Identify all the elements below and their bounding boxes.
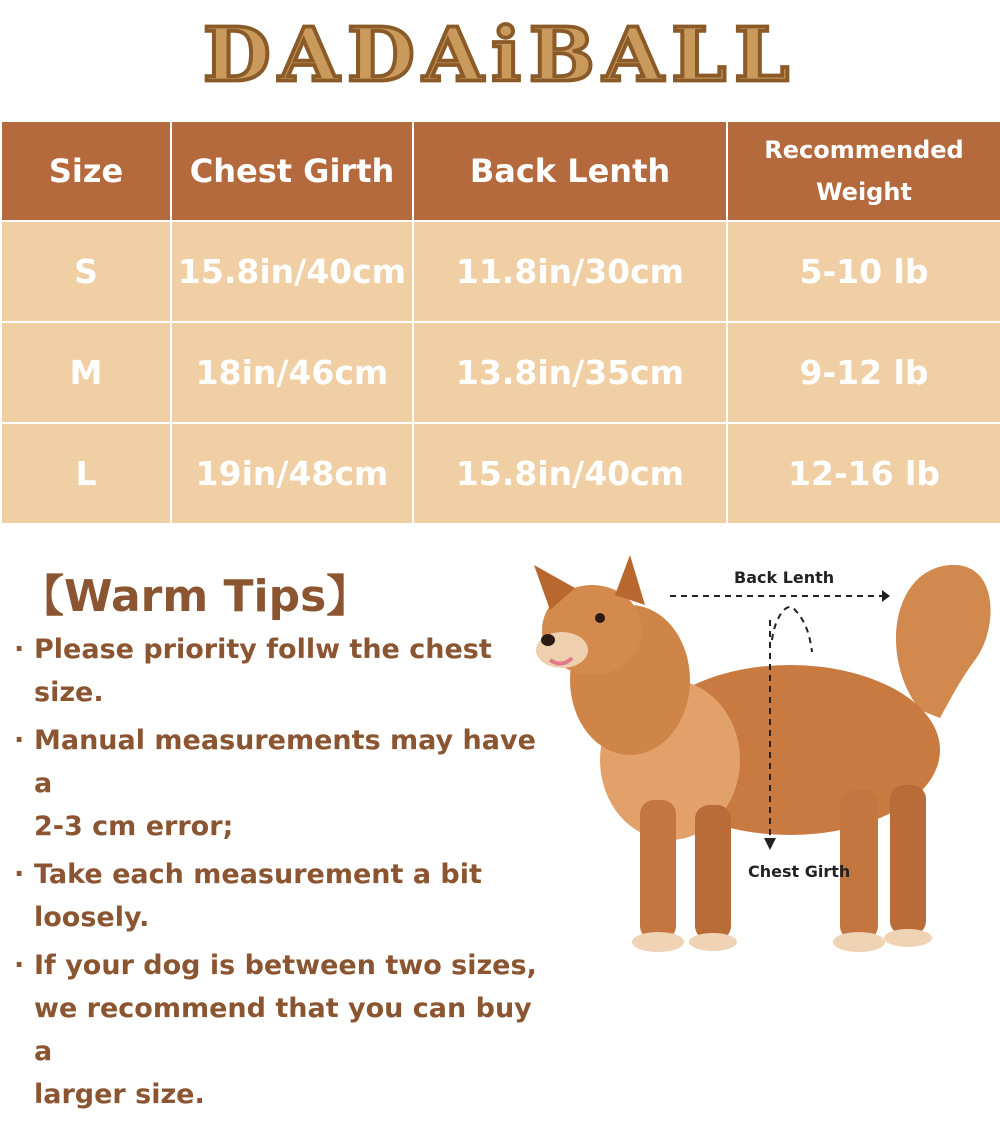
cell-chest-girth: 15.8in/40cm	[171, 221, 413, 322]
bullet-icon: ·	[14, 859, 25, 890]
arrow-head-icon	[764, 838, 776, 850]
dog-paw	[632, 932, 684, 952]
chest-girth-curve	[772, 607, 812, 652]
table-row	[1, 322, 1000, 423]
dog-leg	[640, 800, 676, 940]
cell-chest-girth: 18in/46cm	[171, 322, 413, 423]
dog-paw	[689, 933, 737, 951]
bullet-icon: ·	[14, 950, 25, 981]
size-chart-table	[0, 120, 1000, 525]
cell-size: L	[1, 423, 171, 524]
cell-size: S	[1, 221, 171, 322]
header-back-length: Back Lenth	[413, 121, 727, 221]
tip-item	[14, 853, 554, 939]
header-recommended-weight: Recommended Weight	[727, 121, 1000, 221]
warm-tips-title: 【Warm Tips】	[20, 571, 371, 622]
dog-nose	[541, 634, 555, 646]
cell-weight: 12-16 lb	[727, 423, 1000, 524]
tip-text: If your dog is between two sizes,	[34, 950, 537, 981]
cell-back-length: 15.8in/40cm	[413, 423, 727, 524]
tip-text: Manual measurements may have a	[34, 725, 536, 799]
cell-weight: 5-10 lb	[727, 221, 1000, 322]
table-row	[1, 221, 1000, 322]
cell-weight: 9-12 lb	[727, 322, 1000, 423]
header-size: Size	[1, 121, 171, 221]
brand-logo-text: DADAiBALL	[202, 11, 798, 99]
dog-leg	[695, 805, 731, 940]
table-row	[1, 423, 1000, 524]
warm-tips-list	[14, 628, 554, 1121]
back-length-label: Back Lenth	[734, 568, 835, 587]
header-chest-girth: Chest Girth	[171, 121, 413, 221]
chest-girth-label: Chest Girth	[748, 862, 851, 881]
bullet-icon: ·	[14, 634, 25, 665]
tip-item	[14, 944, 554, 1116]
dog-paw	[833, 932, 885, 952]
cell-back-length: 13.8in/35cm	[413, 322, 727, 423]
dog-eye	[595, 613, 605, 623]
tip-text: we recommend that you can buy a	[34, 993, 532, 1067]
dog-paw	[884, 929, 932, 947]
arrow-head-icon	[882, 590, 890, 602]
tip-item	[14, 628, 554, 714]
dog-measurement-figure	[520, 540, 1000, 962]
brand-logo	[0, 0, 1000, 110]
tip-text: larger size.	[34, 1079, 205, 1110]
tip-text: Take each measurement a bit loosely.	[34, 859, 482, 933]
size-chart-header-row	[1, 121, 1000, 221]
dog-tail	[896, 565, 991, 718]
dog-leg	[890, 785, 926, 935]
cell-size: M	[1, 322, 171, 423]
tip-item	[14, 719, 554, 848]
tip-text: 2-3 cm error;	[34, 811, 234, 842]
dog-illustration	[520, 540, 1000, 962]
cell-back-length: 11.8in/30cm	[413, 221, 727, 322]
tip-text: Please priority follw the chest size.	[34, 634, 492, 708]
cell-chest-girth: 19in/48cm	[171, 423, 413, 524]
bullet-icon: ·	[14, 725, 25, 756]
